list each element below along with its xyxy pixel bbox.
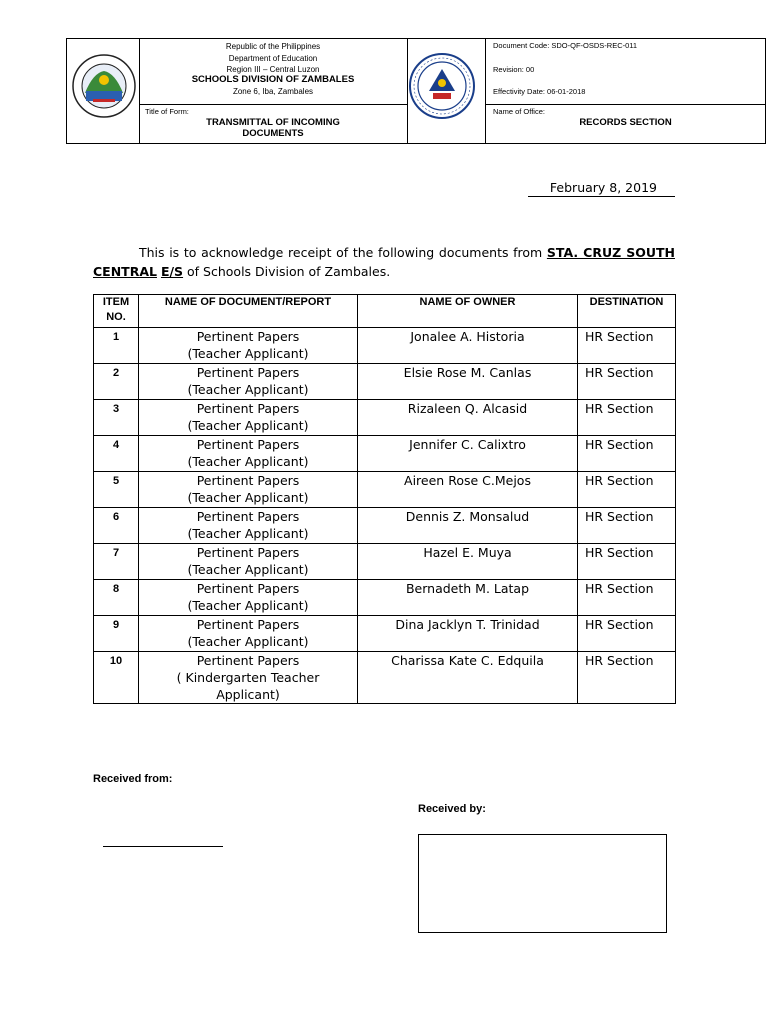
office-name: RECORDS SECTION (579, 117, 672, 128)
owner-name: Dina Jacklyn T. Trinidad (358, 616, 578, 652)
document-name-line: Pertinent Papers (196, 473, 300, 488)
document-name (139, 580, 358, 616)
document-name-line: Pertinent Papers (196, 545, 300, 560)
form-title-line1: TRANSMITTAL OF INCOMING (206, 117, 340, 128)
document-name (139, 436, 358, 472)
document-name (139, 544, 358, 580)
table-row (94, 544, 676, 580)
destination: HR Section (578, 508, 676, 544)
destination: HR Section (578, 328, 676, 364)
document-name-line: ( Kindergarten Teacher (176, 670, 320, 685)
document-name-line: Pertinent Papers (196, 581, 300, 596)
destination: HR Section (578, 580, 676, 616)
item-number: 8 (94, 580, 139, 616)
document-name-line: Applicant) (216, 687, 280, 702)
item-number: 5 (94, 472, 139, 508)
destination: HR Section (578, 616, 676, 652)
item-number: 7 (94, 544, 139, 580)
document-name-line: Pertinent Papers (196, 653, 300, 668)
table-row (94, 580, 676, 616)
table-row (94, 616, 676, 652)
destination: HR Section (578, 436, 676, 472)
division-name: SCHOOLS DIVISION OF ZAMBALES (191, 74, 355, 85)
destination: HR Section (578, 544, 676, 580)
republic-text: Republic of the Philippines (225, 42, 321, 51)
header-destination: DESTINATION (578, 295, 676, 328)
document-date: February 8, 2019 (528, 180, 675, 197)
item-number: 1 (94, 328, 139, 364)
document-name (139, 652, 358, 704)
owner-name: Hazel E. Muya (358, 544, 578, 580)
document-code: Document Code: SDO-QF-OSDS-REC-011 (493, 41, 638, 50)
owner-name: Dennis Z. Monsalud (358, 508, 578, 544)
region-text: Region III – Central Luzon (226, 65, 320, 74)
item-number: 9 (94, 616, 139, 652)
document-name (139, 616, 358, 652)
document-name-line: (Teacher Applicant) (187, 490, 309, 505)
document-name-line: (Teacher Applicant) (187, 598, 309, 613)
owner-name: Charissa Kate C. Edquila (358, 652, 578, 704)
table-row (94, 400, 676, 436)
received-by-box (418, 834, 667, 933)
destination: HR Section (578, 472, 676, 508)
received-by-label: Received by: (418, 803, 486, 815)
item-number: 4 (94, 436, 139, 472)
school-type: E/S (160, 264, 184, 279)
owner-name: Jennifer C. Calixtro (358, 436, 578, 472)
table-row (94, 652, 676, 704)
destination: HR Section (578, 400, 676, 436)
revision-text: Revision: 00 (493, 65, 535, 74)
document-name-line: (Teacher Applicant) (187, 346, 309, 361)
address-text: Zone 6, Iba, Zambales (232, 87, 314, 96)
owner-name: Bernadeth M. Latap (358, 580, 578, 616)
title-of-form-label: Title of Form: (145, 107, 189, 116)
acknowledgement-paragraph (93, 243, 675, 281)
table-row (94, 508, 676, 544)
owner-name: Aireen Rose C.Mejos (358, 472, 578, 508)
owner-name: Rizaleen Q. Alcasid (358, 400, 578, 436)
document-name (139, 364, 358, 400)
received-from-signature-line (103, 846, 223, 847)
table-row (94, 328, 676, 364)
item-number: 10 (94, 652, 139, 704)
received-from-label: Received from: (93, 773, 173, 785)
table-row (94, 364, 676, 400)
document-name-line: (Teacher Applicant) (187, 418, 309, 433)
document-name-line: Pertinent Papers (196, 401, 300, 416)
document-name-line: Pertinent Papers (196, 617, 300, 632)
form-title-line2: DOCUMENTS (242, 128, 304, 139)
item-number: 6 (94, 508, 139, 544)
document-name-line: Pertinent Papers (196, 329, 300, 344)
intro-suffix: of Schools Division of Zambales. (183, 264, 391, 279)
header-owner: NAME OF OWNER (358, 295, 578, 328)
document-name (139, 508, 358, 544)
item-number: 3 (94, 400, 139, 436)
school-name: STA. CRUZ SOUTH CENTRAL (93, 245, 675, 279)
document-name-line: Pertinent Papers (196, 365, 300, 380)
effectivity-date: Effectivity Date: 06-01-2018 (493, 87, 586, 96)
document-name (139, 400, 358, 436)
document-name-line: (Teacher Applicant) (187, 634, 309, 649)
deped-seal-icon (407, 51, 477, 121)
document-name (139, 472, 358, 508)
name-of-office-label: Name of Office: (493, 107, 545, 116)
table-row (94, 472, 676, 508)
document-name-line: Pertinent Papers (196, 437, 300, 452)
document-name-line: (Teacher Applicant) (187, 526, 309, 541)
header-item-no: ITEM NO. (94, 295, 139, 328)
department-text: Department of Education (228, 54, 318, 63)
document-name-line: (Teacher Applicant) (187, 562, 309, 577)
owner-name: Jonalee A. Historia (358, 328, 578, 364)
document-name-line: (Teacher Applicant) (187, 454, 309, 469)
division-seal-icon (71, 53, 137, 119)
form-header (66, 38, 766, 144)
destination: HR Section (578, 652, 676, 704)
document-name-line: (Teacher Applicant) (187, 382, 309, 397)
documents-table (93, 294, 676, 704)
table-row (94, 436, 676, 472)
header-document: NAME OF DOCUMENT/REPORT (139, 295, 358, 328)
item-number: 2 (94, 364, 139, 400)
document-name-line: Pertinent Papers (196, 509, 300, 524)
destination: HR Section (578, 364, 676, 400)
document-name (139, 328, 358, 364)
owner-name: Elsie Rose M. Canlas (358, 364, 578, 400)
intro-text: This is to acknowledge receipt of the following documents from (139, 245, 547, 260)
